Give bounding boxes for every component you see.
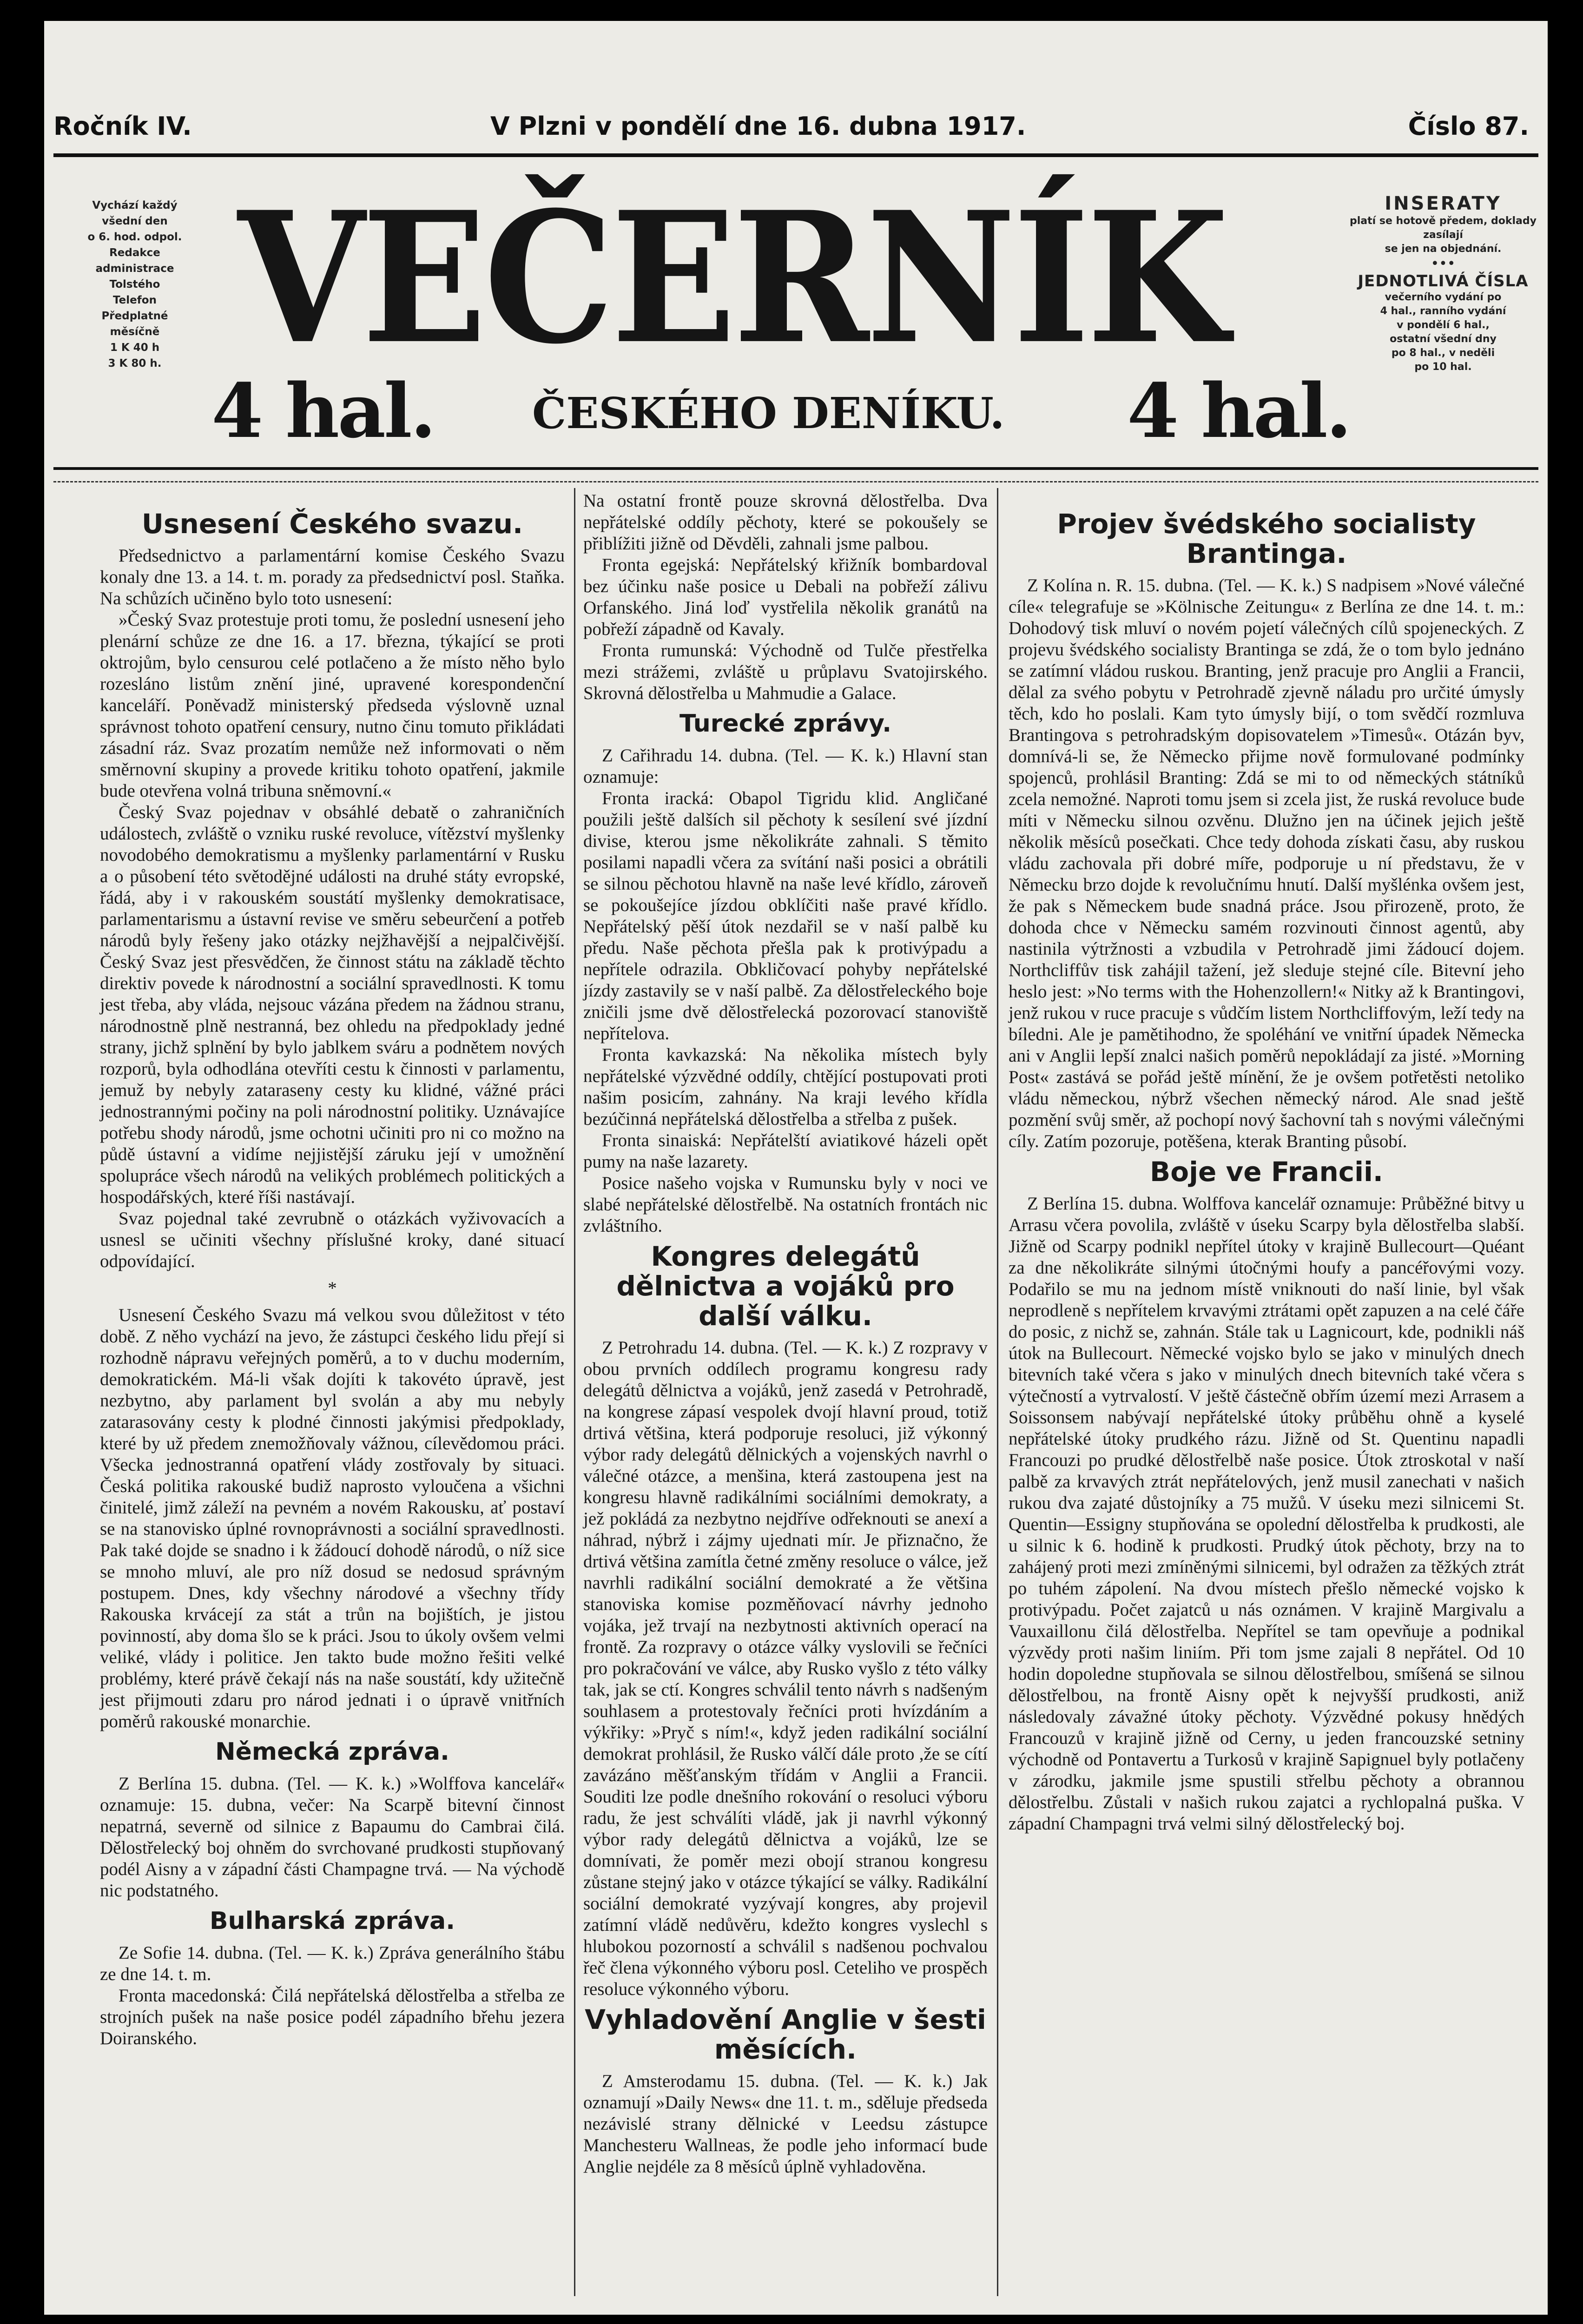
single-copies-text: 4 hal., ranního vydání — [1380, 305, 1506, 317]
paragraph: Z Petrohradu 14. dubna. (Tel. — K. k.) Z rozpravy v obou prvních oddílech programu kongresu rady delegátů dělnictva a vojáků, jenž zasedá v Petrohradě, na kongrese zápasí vespolek dvojí hlavní proud, totiž drtivá většina, která podporuje resoluci, již výkonný výbor rady delegátů dělnických a vojenských navrhl o válečné otázce, a menšina, která zastoupena jest na kongresu hlavně radikálními sociálními demokraty, a jež pokládá za nezbytno nejdříve odřeknouti se anexí a náhrad, nýbrž i zájmy ujednati mír. Je přiznačno, že drtivá většina zamítla četné změny resoluce o válce, jež navrhli radikální sociální demokraté a že většina stanoviska komise pozměňovací návrhy jednoho vojáka, jež trvají na nezbytnosti aktivních operací na frontě. Za rozpravy o otázce války vyslovili se řečníci pro pokračování ve válce, aby Rusko vyšlo z této války tak, jak se ctí. Kongres schválil tento návrh s nadšeným souhlasem a protestovaly řečníci proti hvízdáním a výkřiky: »Pryč s ním!«, když jeden radikální sociální demokrat prohlásil, že Rusko válčí dále proto ,že se cítí zavázáno měšťanským třídám v Anglii a Francii. Souditi lze podle dnešního rokování o resoluci výboru radu, že jest schválíti vládě, jak ji navrhl výkonný výbor rady delegátů dělnictva a vojáků, lze se domnívati, že poměr mezi obojí stranou kongresu zůstane stejný jako v otázce týkající se války. Radikální sociální demokraté vyzývají kongres, aby projevil zatímní vládě nedůvěru, kdežto kongres vyslechl s hlubokou pozorností a schválil s nadšenou pochvalou řeč člena výkonného výboru posl. Ceteliho ve prospěch resoluce výkonného výboru. — [583, 1338, 988, 1999]
article-heading: Usnesení Českého svazu. — [141, 508, 523, 540]
column-divider — [997, 488, 998, 2296]
header-rule — [53, 153, 1538, 157]
column-3 — [1009, 504, 1524, 1835]
single-copies-title: JEDNOTLIVÁ ČÍSLA — [1358, 272, 1529, 290]
single-copies-text: po 8 hal., v neděli — [1391, 347, 1495, 359]
ads-text: platí se hotově předem, doklady zasílají — [1350, 215, 1537, 241]
separator: ••• — [1431, 256, 1456, 272]
paragraph: Fronta sinaiská: Nepřátelští aviatikové házeli opět pumy na naše lazarety. — [583, 1130, 988, 1172]
ads-title: INSERATY — [1385, 193, 1502, 214]
article-heading: Kongres delegátů dělnictva a vojáků pro další válku. — [616, 1241, 955, 1332]
info-line: Redakce — [109, 247, 160, 259]
article-heading: Projev švédského socialisty Brantinga. — [1057, 508, 1476, 569]
article-heading: Turecké zprávy. — [679, 710, 892, 738]
article-heading: Německá zpráva. — [215, 1738, 449, 1766]
paragraph: Z Berlína 15. dubna. Wolffova kancelář oznamuje: Průběžné bitvy u Arrasu včera povolila, zvláště v úseku Scarpy byla dělostřelba slabší. Jižně od Scarpy podnikl nepřítel útoky v krajině Bullecourt—Quéant za dne několikráte silnými útočnými houfy a pancéřovými vozy. Podařilo se mu na jednom místě vniknouti do naší linie, byl však neprodleně s nepřítelem krvavými ztrátami opět zapuzen a na celé čáře do posic, z nichž se, zahnán. Stále tak u Lagnicourt, kde, podnikli náš útok na Bullecourt. Německé vojsko bylo se jako v minulých dnech bitevních také včera s jako v minulých dnech bitevních také včera s výtečností a vytrvalostí. V ještě částečně obřím území mezi Arrasem a Soissonsem nabývají nepřátelské útoky průběhu ohně a kyselé nepřátelské útoky prudkého rázu. Jižně od St. Quentinu napadli Francouzi po prudké dělostřelbě naše posice. Útok ztroskotal v naší palbě za krvavých ztrát nepřátelových, jenž musil zanechati v našich rukou dva zajaté důstojníky a 75 mužů. V úseku mezi silnicemi St. Quentin—Essigny stupňována se opolední dělostřelba k prudkosti, ale u silnic k 6. hodině k prudkosti. Prudký útok pěchoty, brzy na to zahájený proti mezi zmíněnými silnicemi, byl odražen za těžkých ztrát po tuhém zápolení. Na dvou místech přešlo německé vojsko k protivýpadu. Počet zajatců u nás oznámen. V krajině Margivalu a Vauxaillonu čilá dělostřelba. Nepřítel se tam opevňuje a podnikal výzvědy proti našim liniím. Při tom jsme zajali 8 nepřátel. Od 10 hodin dopoledne stupňovala se silnou dělostřelbou, smíšená se silnou dělostřelbou, na frontě Aisny opět k nejvyšší prudkosti, aniž následovaly závažné útoky pěchoty. Výzvědné pokusy hnědých Francouzů v krajině jižně od Cerny, u jeden francouzské setniny východně od Pontavertu a Turkosů v krajině Sapignuel byly potlačeny v zárodku, jakmile jsme spustili střelbu pěchoty a obrannou dělostřelbu. Zůstali v našich rukou zajatci a rychlopalná puška. V západní Champagni trvá velmi silný dělostřelecký boj. — [1009, 1194, 1524, 1834]
newspaper-page — [44, 21, 1548, 2315]
paragraph: Český Svaz pojednav v obsáhlé debatě o zahraničních událostech, zvláště o vzniku ruské revoluce, vítězství myšlenky novodobého demokratismu a myšlenky parlamentární v Rusku a o působení této světodějné události na druhé státy evropské, řádá, aby i v rakouském soustátí myšlenky demokratisace, parlamentarismu a ústavní revise ve směru sebeurčení a potřeb národů byly řešeny jako otázky nejžhavější a nejpalčivější. Český Svaz jest přesvědčen, že činnost státu na základě těchto direktiv povede k národnostní a sociální spravedlnosti. K tomu jest třeba, aby vláda, nejsouc vázána předem na žádnou stranu, národnostně plně nestranná, bez ohledu na předpoklady jedné strany, jichž splnění by bylo jablkem sváru a podnětem nových rozporů, byla odhodlána otevříti cestu k činnosti v parlamentu, jemuž by nebyly zataraseny cesty ku klidné, vážné práci jednostrannými počiny na poli národnostní politiky. Uznávajíce potřebu shody národů, jsme ochotni učiniti pro ni co možno na půdě ústavní a vidíme nejjistější záruku její v umožnění spolupráce všech národů na velikých problémech politických a hospodářských, které říši nastávají. — [100, 802, 565, 1207]
paragraph: Na ostatní frontě pouze skrovná dělostřelba. Dva nepřátelské oddíly pěchoty, které se pokoušely se přiblížiti jižně od Děvděli, zahnali jsme palbou. — [583, 491, 988, 554]
paragraph: Fronta rumunská: Východně od Tulče přestřelka mezi strážemi, zvláště u průplavu Svatojirského. Skrovná dělostřelba u Mahmudie a Galace. — [583, 640, 988, 703]
paragraph: Z Amsterodamu 15. dubna. (Tel. — K. k.) Jak oznamují »Daily News« dne 11. t. m., sděluje předseda nezávislé strany dělnické v Leedsu zástupce Manchesteru Wallneas, že podle jeho informací bude Anglie nejdéle za 8 měsíců úplně vyhladověna. — [583, 2071, 988, 2177]
column-1 — [100, 504, 565, 2049]
paragraph: Usnesení Českého Svazu má velkou svou důležitost v této době. Z něho vychází na jevo, že zástupci českého lidu přejí si rozhodně nápravu veřejných poměrů, a to v duchu moderním, demokratickém. Má-li však dojíti k takovéto úpravě, jest nezbytno, aby parlament byl svolán a aby mu nebyly zatarasovány cesty k plodné činnosti jakýmisi předpoklady, které by už předem znemožňovaly vážnou, cílevědomou práci. Všecka jednostranná opatření vlády zostřovaly by situaci. Česká politika rakouské budiž naprosto vyloučena a všichni činitelé, jimž záleží na pevném a novém Rakousku, ať postaví se na stanovisko úplné rovnoprávnosti a sociální spravedlnosti. Pak také dojde se snadno i k žádoucí dohodě národů, o níž sice se mnoho mluví, ale pro níž dosud se nedosud správným postupem. Dnes, kdy všechny národové a všechny třídy Rakouska krvácejí za stát a trůn na bojištích, je jistou povinností, aby doma šlo se k práci. Jsou to úkoly ovšem velmi veliké, vlády i politice. Jen takto bude možno řešiti velké problémy, které právě čekají nás na naše soustátí, kdy užitečně jest přijmouti zdaru pro národ jednati i o úpravě vnitřních poměrů rakouské monarchie. — [100, 1305, 565, 1731]
masthead-rule — [53, 467, 1538, 482]
info-line: 3 K 80 h. — [108, 357, 162, 370]
info-line: o 6. hod. odpol. — [87, 231, 182, 243]
volume-number: Ročník IV. — [53, 112, 192, 141]
info-line: Telefon — [113, 294, 157, 306]
price-right: 4 hal. — [1127, 367, 1350, 455]
article-heading: Boje ve Francii. — [1150, 1156, 1383, 1188]
paragraph: Fronta macedonská: Čilá nepřátelská dělostřelba a střelba ze strojních pušek na naše posice podél západního břehu jezera Doiranského. — [100, 1986, 565, 2048]
paragraph: Z Kolína n. R. 15. dubna. (Tel. — K. k.) S nadpisem »Nové válečné cíle« telegrafuje se »Kölnische Zeitungu« z Berlína ze dne 14. t. m.: Dohodový tisk mluví o novém pojetí válečných cílů spojeneckých. Z projevu švédského socialisty Brantinga se zdá, že o tom bylo jednáno se zatímní vládou ruskou. Branting, jenž pracuje pro Anglii a Francii, dělal za svého pobytu v Petrohradě zjevně náladu pro určité úmysly těch, kdo ho poslali. Kam tyto úmysly bijí, o tom svědčí rozmluva Brantingova s petrohradským dopisovatelem »Timesů«. Otázán byv, domnívá-li se, že Německo přijme nově formulované podmínky spojenců, prohlásil Branting: Zdá se mi to od německých státníků zcela nemožné. Naproti tomu jsem si zcela jist, že ruská revoluce bude míti v Německu silnou ozvěnu. Dlužno jen na účinek jejich ještě několik měsíců posečkati. Chce tedy dohoda získati času, aby ruskou vládu zachovala při dobré míře, podporuje u ní představu, že v Německu brzo dojde k revolučnímu hnutí. Další myšlénka ovšem jest, že pak s Německem bude snadná práce. Jsou přirozeně, proto, že dohoda chce v Německu samém rozvinouti činnost agentů, aby nastinila výtržnosti a vzbudila v Petrohradě jimi žádoucí dojem. Northcliffův tisk zahájil tažení, jež sleduje stejné cíle. Bitevní jeho heslo jest: »No terms with the Hohenzollern!« Nitky až k Brantingovi, jenž rukou v ruce pracuje s vůdčím listem Northcliffovým, leží tedy na bíledni. Ale je pamětihodno, že spoléhání ve vnitřní úpadek Německa ani v Anglii lepší znalci našich poměrů nepokládají za jisté. »Morning Post« zastává se pořád ještě mínění, že je ovšem potřetěsti netoliko vládu německou, nýbrž všechen německý národ. Ale snad ještě pozmění svůj směr, až pochopí nový šachovní tah s novými válečnými cíly. Zatím pozoruje, potěšena, kterak Branting působí. — [1009, 575, 1524, 1151]
column-2 — [583, 490, 988, 2178]
paragraph: Předsednictvo a parlamentární komise Českého Svazu konaly dne 13. a 14. t. m. porady za předsednictví posl. Staňka. Na schůzích učiněno bylo toto usnesení: — [100, 546, 565, 608]
issue-number: Číslo 87. — [1408, 112, 1529, 141]
newspaper-subtitle: ČESKÉHO DENÍKU. — [532, 388, 1005, 438]
info-line: Tolstého — [109, 278, 160, 290]
info-line: administrace — [95, 263, 174, 275]
issue-date: V Plzni v pondělí dne 16. dubna 1917. — [490, 112, 1026, 141]
info-line: všední den — [102, 215, 168, 227]
info-line: Vychází každý — [92, 199, 178, 211]
advertising-info-box — [1341, 193, 1545, 374]
paragraph: Fronta iracká: Obapol Tigridu klid. Angličané použili ještě dalších sil pěchoty k sesílení své jízdní divise, kterou jsme několikráte zahnali. S těmito posilami napadli včera za svítání naši posici a obrátili se silnou pěchotou hlavně na naše levé křídlo, zároveň se pokoušejíce jízdou obklíčiti naše pravé křídlo. Nepřátelský pěší útok nezdařil se v naší palbě ku předu. Naše pěchota přešla pak k protivýpadu a nepřítele odrazila. Obkličovací pohyby nepřátelské jízdy zastavily se v naší palbě. Za dělostřeleckého boje zničili jsme dvě dělostřelecká pozorovací stanoviště nepřítelova. — [583, 788, 988, 1043]
info-line: měsíčně — [110, 326, 160, 338]
single-copies-text: ostatní všední dny — [1390, 333, 1497, 345]
single-copies-text: večerního vydání po — [1385, 291, 1502, 303]
article-heading: Bulharská zpráva. — [210, 1907, 455, 1935]
price-left: 4 hal. — [211, 367, 435, 455]
paragraph: Z Cařihradu 14. dubna. (Tel. — K. k.) Hlavní stan oznamuje: — [583, 746, 988, 787]
paragraph: Svaz pojednal také zevrubně o otázkách vyživovacích a usnesl se učiniti všechny příslušné kroky, dané situací odpovídající. — [100, 1208, 565, 1271]
info-line: Předplatné — [101, 310, 168, 322]
paragraph: Fronta egejská: Nepřátelský křižník bombardoval bez účinku naše posice u Debali na pobřeží zálivu Orfanského. Jiná loď vystřelila několik granátů na pobřeží západně od Kavaly. — [583, 555, 988, 639]
newspaper-title: VEČERNÍK — [237, 172, 1227, 384]
single-copies-text: po 10 hal. — [1414, 361, 1472, 373]
paragraph: Fronta kavkazská: Na několika místech byly nepřátelské výzvědné oddíly, chtějící postupovati proti našim posicím, zahnány. Na kraji levého křídla bezúčinná nepřátelská dělostřelba a střelba z pušek. — [583, 1045, 988, 1129]
paragraph: Z Berlína 15. dubna. (Tel. — K. k.) »Wolffova kancelář« oznamuje: 15. dubna, večer: Na Scarpě bitevní činnost nepatrná, severně od silnice z Bapaumu do Cambrai čilá. Dělostřelecký boj ohněm do svrchované prudkosti stupňovaný podél Aisny a v západní části Champagne trvá. — Na východě nic podstatného. — [100, 1774, 565, 1901]
single-copies-text: v pondělí 6 hal., — [1397, 319, 1490, 331]
paragraph: Posice našeho vojska v Rumunsku byly v noci ve slabé nepřátelské dělostřelbě. Na ostatních frontách nic zvláštního. — [583, 1173, 988, 1236]
info-line: 1 K 40 h — [110, 342, 160, 354]
article-heading: Vyhladovění Anglie v šesti měsících. — [585, 2004, 986, 2065]
section-star: * — [328, 1278, 337, 1298]
column-divider — [574, 488, 575, 2296]
dateline-bar — [44, 112, 1548, 153]
paragraph: »Český Svaz protestuje proti tomu, že poslední usnesení jeho plenární schůze ze dne 16. a 17. března, týkající se proti oktrojům, bylo censurou celé potlačeno a že místo něho bylo rozesláno listům znění jiné, upravené korespondenční kanceláří. Poněvadž ministerský předseda výslovně uznal správnost tohoto opatření censury, nutno činu tomuto přikládati zásadní ráz. Svaz prozatím nemůže než informovati o něm směrnovní skupiny a provede kritiku tohoto opatření, jakmile bude otevřena volná tribuna sněmovní.« — [100, 610, 565, 801]
ads-text: se jen na objednání. — [1385, 243, 1502, 255]
paragraph: Ze Sofie 14. dubna. (Tel. — K. k.) Zpráva generálního štábu ze dne 14. t. m. — [100, 1943, 565, 1984]
